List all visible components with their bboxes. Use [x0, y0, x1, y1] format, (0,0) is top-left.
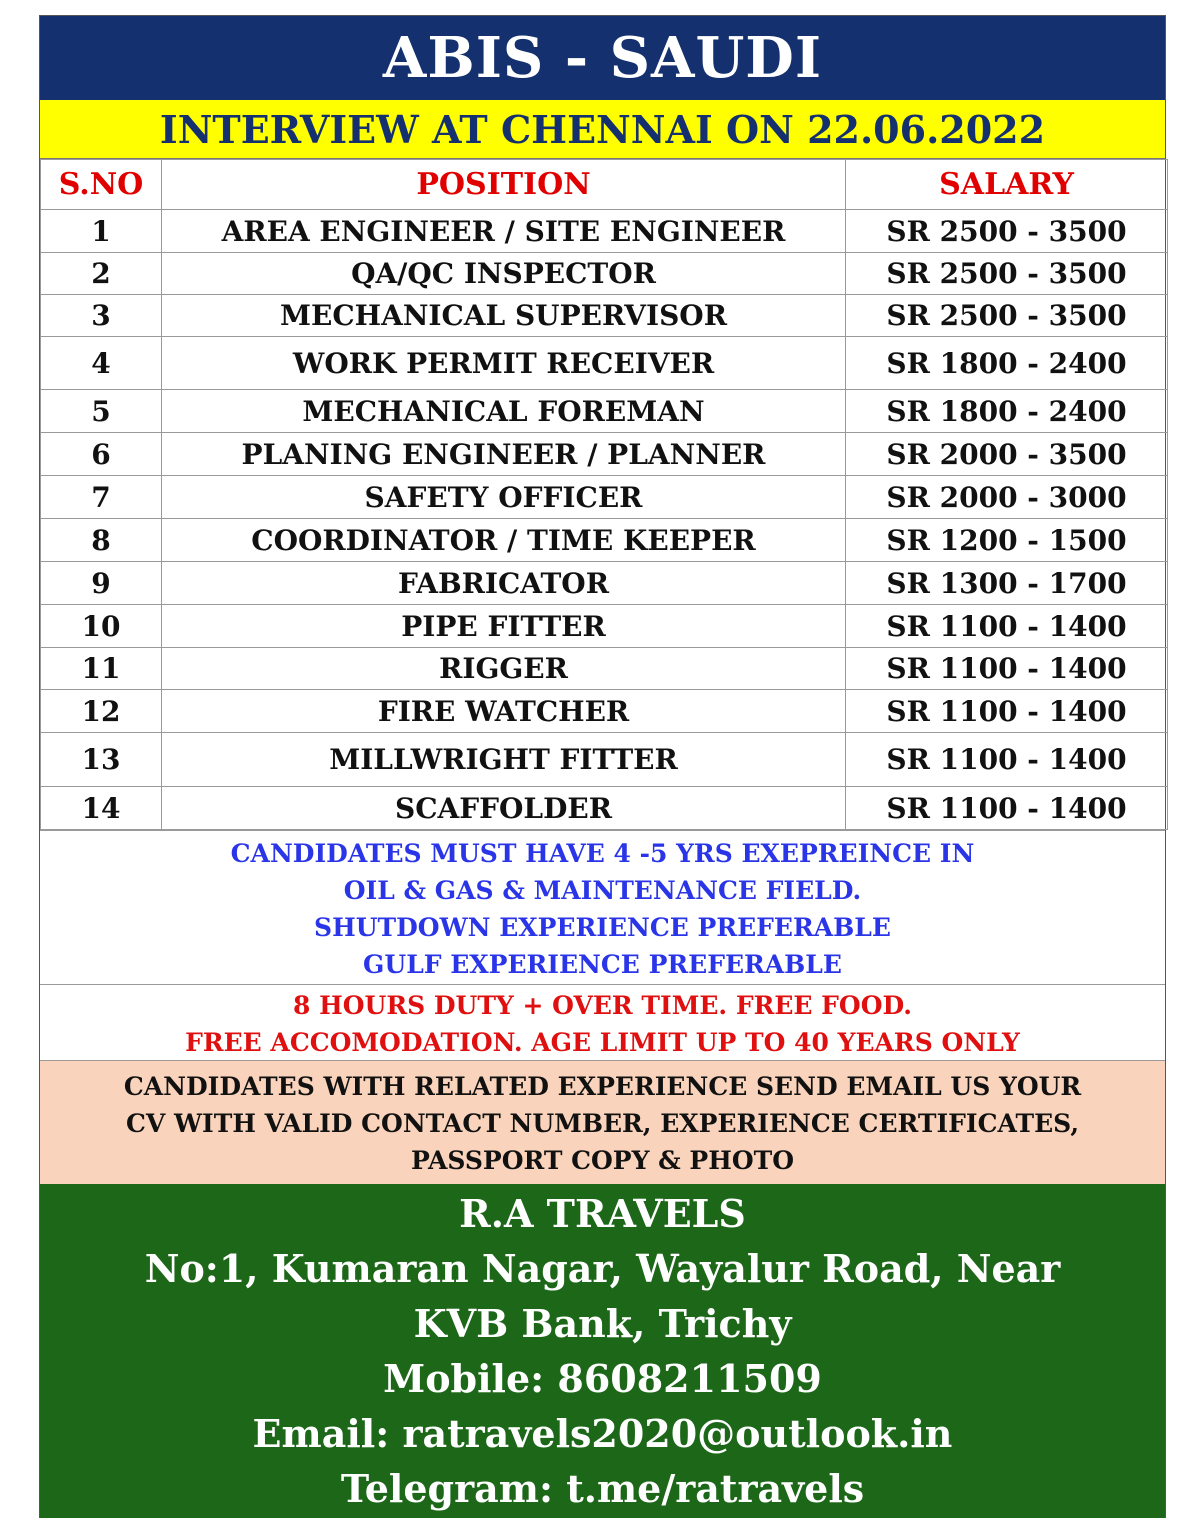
benefit-line: 8 HOURS DUTY + OVER TIME. FREE FOOD. [293, 991, 912, 1020]
salary-cell: SR 1800 - 2400 [846, 337, 1168, 390]
column-header-sno: S.NO [41, 160, 162, 210]
serial-number-cell: 10 [41, 605, 162, 648]
requirements-block [40, 830, 1165, 984]
apply-line: CANDIDATES WITH RELATED EXPERIENCE SEND EMAIL US YOUR [123, 1072, 1082, 1101]
salary-cell: SR 1100 - 1400 [846, 648, 1168, 690]
salary-cell: SR 2500 - 3500 [846, 210, 1168, 253]
serial-number-cell: 14 [41, 787, 162, 830]
salary-cell: SR 1200 - 1500 [846, 519, 1168, 562]
apply-line: CV WITH VALID CONTACT NUMBER, EXPERIENCE CERTIFICATES, [125, 1109, 1080, 1138]
serial-number-cell: 11 [41, 648, 162, 690]
salary-cell: SR 2000 - 3500 [846, 433, 1168, 476]
salary-cell: SR 1100 - 1400 [846, 690, 1168, 733]
position-cell: SCAFFOLDER [162, 787, 846, 830]
table-row [41, 295, 1168, 337]
serial-number-cell: 9 [41, 562, 162, 605]
table-row [41, 690, 1168, 733]
serial-number-cell: 1 [41, 210, 162, 253]
position-cell: PLANING ENGINEER / PLANNER [162, 433, 846, 476]
table-row [41, 210, 1168, 253]
column-header-position: POSITION [162, 160, 846, 210]
position-cell: MECHANICAL SUPERVISOR [162, 295, 846, 337]
telegram-link: Telegram: t.me/ratravels [340, 1466, 865, 1511]
contact-block [40, 1184, 1165, 1518]
apply-line: PASSPORT COPY & PHOTO [410, 1146, 795, 1175]
table-row [41, 433, 1168, 476]
address-line: KVB Bank, Trichy [413, 1301, 792, 1346]
table-row [41, 562, 1168, 605]
table-header-row [41, 160, 1168, 210]
requirement-line: SHUTDOWN EXPERIENCE PREFERABLE [314, 913, 891, 942]
serial-number-cell: 7 [41, 476, 162, 519]
serial-number-cell: 5 [41, 390, 162, 433]
position-cell: FIRE WATCHER [162, 690, 846, 733]
mobile-number: Mobile: 8608211509 [383, 1356, 822, 1401]
requirement-line: GULF EXPERIENCE PREFERABLE [363, 950, 842, 979]
position-cell: MECHANICAL FOREMAN [162, 390, 846, 433]
table-row [41, 519, 1168, 562]
position-cell: COORDINATOR / TIME KEEPER [162, 519, 846, 562]
position-cell: AREA ENGINEER / SITE ENGINEER [162, 210, 846, 253]
salary-cell: SR 2500 - 3500 [846, 295, 1168, 337]
salary-cell: SR 1300 - 1700 [846, 562, 1168, 605]
table-row [41, 733, 1168, 787]
column-header-salary: SALARY [846, 160, 1168, 210]
salary-cell: SR 2000 - 3000 [846, 476, 1168, 519]
position-cell: QA/QC INSPECTOR [162, 253, 846, 295]
serial-number-cell: 3 [41, 295, 162, 337]
table-row [41, 253, 1168, 295]
interview-subtitle: INTERVIEW AT CHENNAI ON 22.06.2022 [40, 100, 1165, 159]
serial-number-cell: 8 [41, 519, 162, 562]
position-cell: MILLWRIGHT FITTER [162, 733, 846, 787]
salary-cell: SR 1100 - 1400 [846, 787, 1168, 830]
table-row [41, 605, 1168, 648]
position-cell: FABRICATOR [162, 562, 846, 605]
table-row [41, 648, 1168, 690]
serial-number-cell: 2 [41, 253, 162, 295]
salary-cell: SR 1800 - 2400 [846, 390, 1168, 433]
requirement-line: OIL & GAS & MAINTENANCE FIELD. [343, 876, 862, 905]
job-flyer [39, 15, 1166, 1518]
table-row [41, 390, 1168, 433]
address-line: No:1, Kumaran Nagar, Wayalur Road, Near [144, 1246, 1061, 1291]
table-row [41, 337, 1168, 390]
serial-number-cell: 4 [41, 337, 162, 390]
benefit-line: FREE ACCOMODATION. AGE LIMIT UP TO 40 YEARS ONLY [185, 1028, 1020, 1057]
position-cell: WORK PERMIT RECEIVER [162, 337, 846, 390]
flyer-title: ABIS - SAUDI [40, 16, 1165, 100]
table-row [41, 476, 1168, 519]
position-cell: SAFETY OFFICER [162, 476, 846, 519]
position-cell: PIPE FITTER [162, 605, 846, 648]
serial-number-cell: 13 [41, 733, 162, 787]
email-address: Email: ratravels2020@outlook.in [252, 1411, 953, 1456]
table-row [41, 787, 1168, 830]
benefits-block [40, 984, 1165, 1060]
position-cell: RIGGER [162, 648, 846, 690]
requirement-line: CANDIDATES MUST HAVE 4 -5 YRS EXEPREINCE IN [230, 839, 975, 868]
salary-cell: SR 1100 - 1400 [846, 605, 1168, 648]
salary-cell: SR 2500 - 3500 [846, 253, 1168, 295]
serial-number-cell: 12 [41, 690, 162, 733]
positions-table [40, 159, 1168, 830]
serial-number-cell: 6 [41, 433, 162, 476]
company-name: R.A TRAVELS [459, 1191, 746, 1236]
salary-cell: SR 1100 - 1400 [846, 733, 1168, 787]
apply-instructions-block [40, 1060, 1165, 1184]
